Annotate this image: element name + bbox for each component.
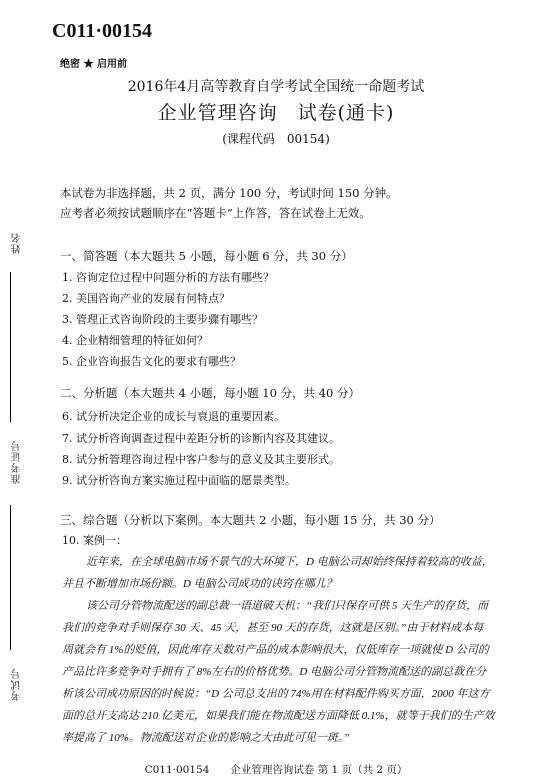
note-line: 应考者必须按试题顺序在“答题卡”上作答，答在试卷上无效。 bbox=[60, 206, 371, 220]
question: 1. 咨询定位过程中问题分析的方法有哪些？ bbox=[62, 271, 274, 284]
section-title: 一、简答题（本大题共 5 小题，每小题 6 分，共 30 分） bbox=[60, 249, 353, 263]
question: 4. 企业精细管理的特征如何？ bbox=[62, 334, 208, 347]
side-label-exam-no: 考试号 bbox=[12, 668, 23, 701]
case-line: 我们的竞争对手则保存 30 天、45 天，甚至 90 天的存货，这就是区别。”由于材料成本每 bbox=[62, 622, 484, 634]
case-line: 近年来，在全球电脑市场不景气的大环境下，D 电脑公司却始终保持着较高的收益， bbox=[86, 556, 493, 568]
question: 8. 试分析管理咨询过程中客户参与的意义及其主要形式。 bbox=[62, 453, 340, 466]
case-line: 面的总开支高达 210 亿美元，如果我们能在物流配送方面降低 0.1%，就等于我们的生产效 bbox=[62, 710, 495, 722]
case-line: 周就会有 1%的贬值，因此库存天数对产品的成本影响很大，仅低库存一项就使 D 公司的 bbox=[62, 644, 489, 656]
case-line: 产品比许多竞争对手拥有了 8%左右的价格优势。D 电脑公司分管物流配送的副总裁在分 bbox=[62, 666, 487, 678]
section-title: 三、综合题（分析以下案例。本大题共 2 小题，每小题 15 分，共 30 分） bbox=[60, 513, 441, 527]
course-code: (课程代码 00154) bbox=[222, 132, 330, 146]
exam-title: 2016年4月高等教育自学考试全国统一命题考试 bbox=[127, 79, 425, 95]
binding-line bbox=[10, 505, 11, 650]
binding-line bbox=[10, 272, 11, 422]
paper-title: 企业管理咨询 试卷(通卡) bbox=[157, 102, 395, 124]
side-label-exam-id: 准考证号 bbox=[12, 440, 23, 484]
question: 5. 企业咨询报告文化的要求有哪些？ bbox=[62, 355, 241, 368]
section-title: 二、分析题（本大题共 4 小题，每小题 10 分，共 40 分） bbox=[60, 386, 361, 400]
question: 9. 试分析咨询方案实施过程中面临的愿景类型。 bbox=[62, 474, 296, 487]
question: 2. 美国咨询产业的发展有何特点？ bbox=[62, 292, 230, 305]
question: 6. 试分析决定企业的成长与衰退的重要因素。 bbox=[62, 410, 285, 423]
case-line: 并且不断增加市场份额。D 电脑公司成功的诀窍在哪儿？ bbox=[62, 578, 337, 590]
case-label: 10. 案例一： bbox=[62, 534, 127, 547]
secret-mark: 绝密 ★ 启用前 bbox=[60, 59, 127, 70]
note-line: 本试卷为非选择题，共 2 页，满分 100 分，考试时间 150 分钟。 bbox=[60, 186, 398, 200]
paper-code: C011·00154 bbox=[52, 20, 153, 42]
case-line: 该公司分管物流配送的副总裁一语道破天机：“我们只保存可供 5 天生产的存货，而 bbox=[86, 600, 489, 612]
side-label-name: 姓名 bbox=[12, 232, 23, 254]
case-line: 率提高了 10%。物流配送对企业的影响之大由此可见一斑。” bbox=[62, 732, 350, 744]
question: 7. 试分析咨询调查过程中差距分析的诊断内容及其建议。 bbox=[62, 432, 340, 445]
question: 3. 管理正式咨询阶段的主要步骤有哪些？ bbox=[62, 313, 263, 326]
page-footer: C011·00154 企业管理咨询试卷 第 1 页（共 2 页） bbox=[144, 764, 408, 776]
case-line: 析该公司成功原因的时候说：“D 公司总支出的 74%用在材料配件购买方面，2000 年这方 bbox=[62, 688, 490, 700]
